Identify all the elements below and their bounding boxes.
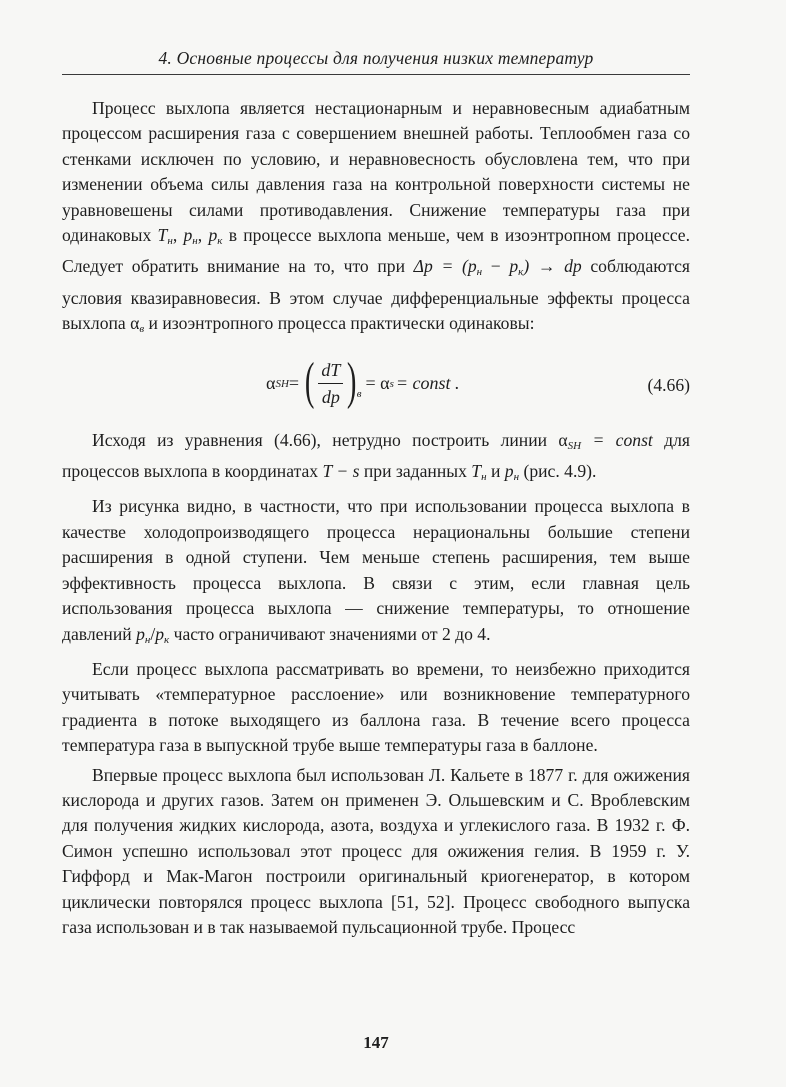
- math-p-k: $p_к$: [208, 225, 223, 248]
- paragraph-exhaust-definition: Процесс выхлопа является нестационарным и неравновесным адиабатным процессом расширения газа с совершением внешней работы. Теплообмен газа со стенками исключен по условию, и неравновесность обусловлена тем, что при изменении объема силы давления газа на контрольной поверхности системы не уравновешены силами противодавления. Снижение температуры газа при одинаковых $T_н$, $p_н$, $p_к$ в процессе выхлопа меньше, чем в изоэнтропном процессе. Следует обратить внимание на то, что при $\Delta p = (p_н - p_к)$ → dp соблюдаются условия квазиравновесия. В этом случае дифференциальные эффекты процесса выхлопа $\alpha_в$ и изоэнтропного процесса практически одинаковы:: [62, 98, 691, 336]
- math-T-s: T − s: [322, 461, 360, 482]
- paragraph-lines-construction: Исходя из уравнения (4.66), нетрудно построить линии $\alpha_{SH}$ = const для процессов выхлопа в координатах T − s при заданных $T_н$ и $p_н$ (рис. 4.9).: [62, 429, 690, 484]
- math-pressure-ratio: $p_н/p_к$: [136, 623, 170, 646]
- derivative-fraction: $\frac{dT}{dp}$: [318, 359, 343, 408]
- math-p-n-given: $p_н$: [504, 461, 520, 484]
- body-text: [62, 96, 690, 940]
- math-p-n: $p_н$,: [183, 225, 203, 248]
- document-page: [62, 0, 690, 1087]
- equation-body: α SH = ( $\frac{dT}{dp}$ ) в = α s = const .: [266, 352, 460, 410]
- math-alpha-v: $\alpha_в$: [130, 313, 145, 336]
- equation-number: (4.66): [647, 374, 690, 395]
- header-rule: [62, 74, 690, 75]
- math-delta-p: $\Delta p = (p_н - p_к)$ → dp: [413, 256, 582, 279]
- running-header: 4. Основные процессы для получения низких температур: [158, 48, 594, 68]
- math-T-n-given: $T_н$: [471, 461, 487, 484]
- math-alpha-sh-const: $\alpha_{SH}$ = const: [558, 429, 653, 452]
- paragraph-figure-analysis: Из рисунка видно, в частности, что при использовании процесса выхлопа в качестве холодопроизводящего процесса нерациональны большие степени расширения в одной ступени. Чем меньше степень расширения, тем выше эффективность процесса выхлопа. В связи с этим, если главная цель использования процесса выхлопа — снижение температуры, то отношение давлений $p_н/p_к$ часто ограничивают значениями от 2 до 4.: [62, 496, 690, 646]
- paragraph-temperature-stratification: Если процесс выхлопа рассматривать во времени, то неизбежно приходится учитывать «температурное расслоение» или возникновение температурного градиента в потоке выходящего из баллона газа. В течение всего процесса температура газа в выпускной трубе выше температуры газа в баллоне.: [62, 658, 690, 756]
- equation-4-66: [62, 348, 690, 424]
- math-T-n: $T_н$,: [157, 225, 178, 248]
- page-number: 147: [363, 1033, 389, 1052]
- paragraph-history: Впервые процесс выхлопа был использован Л. Кальете в 1877 г. для ожижения кислорода и других газов. Затем он применен Э. Ольшевским и С. Вроблевским для получения жидких кислорода, азота, воздуха и углекислого газа. В 1932 г. Ф. Симон успешно использовал этот процесс для ожижения гелия. В 1959 г. У. Гиффорд и Мак-Магон построили оригинальный криогенератор, в котором циклически повторялся процесс выхлопа [51, 52]. Процесс свободного выпуска газа использован и в так называемой пульсационной трубе. Процесс: [62, 764, 690, 937]
